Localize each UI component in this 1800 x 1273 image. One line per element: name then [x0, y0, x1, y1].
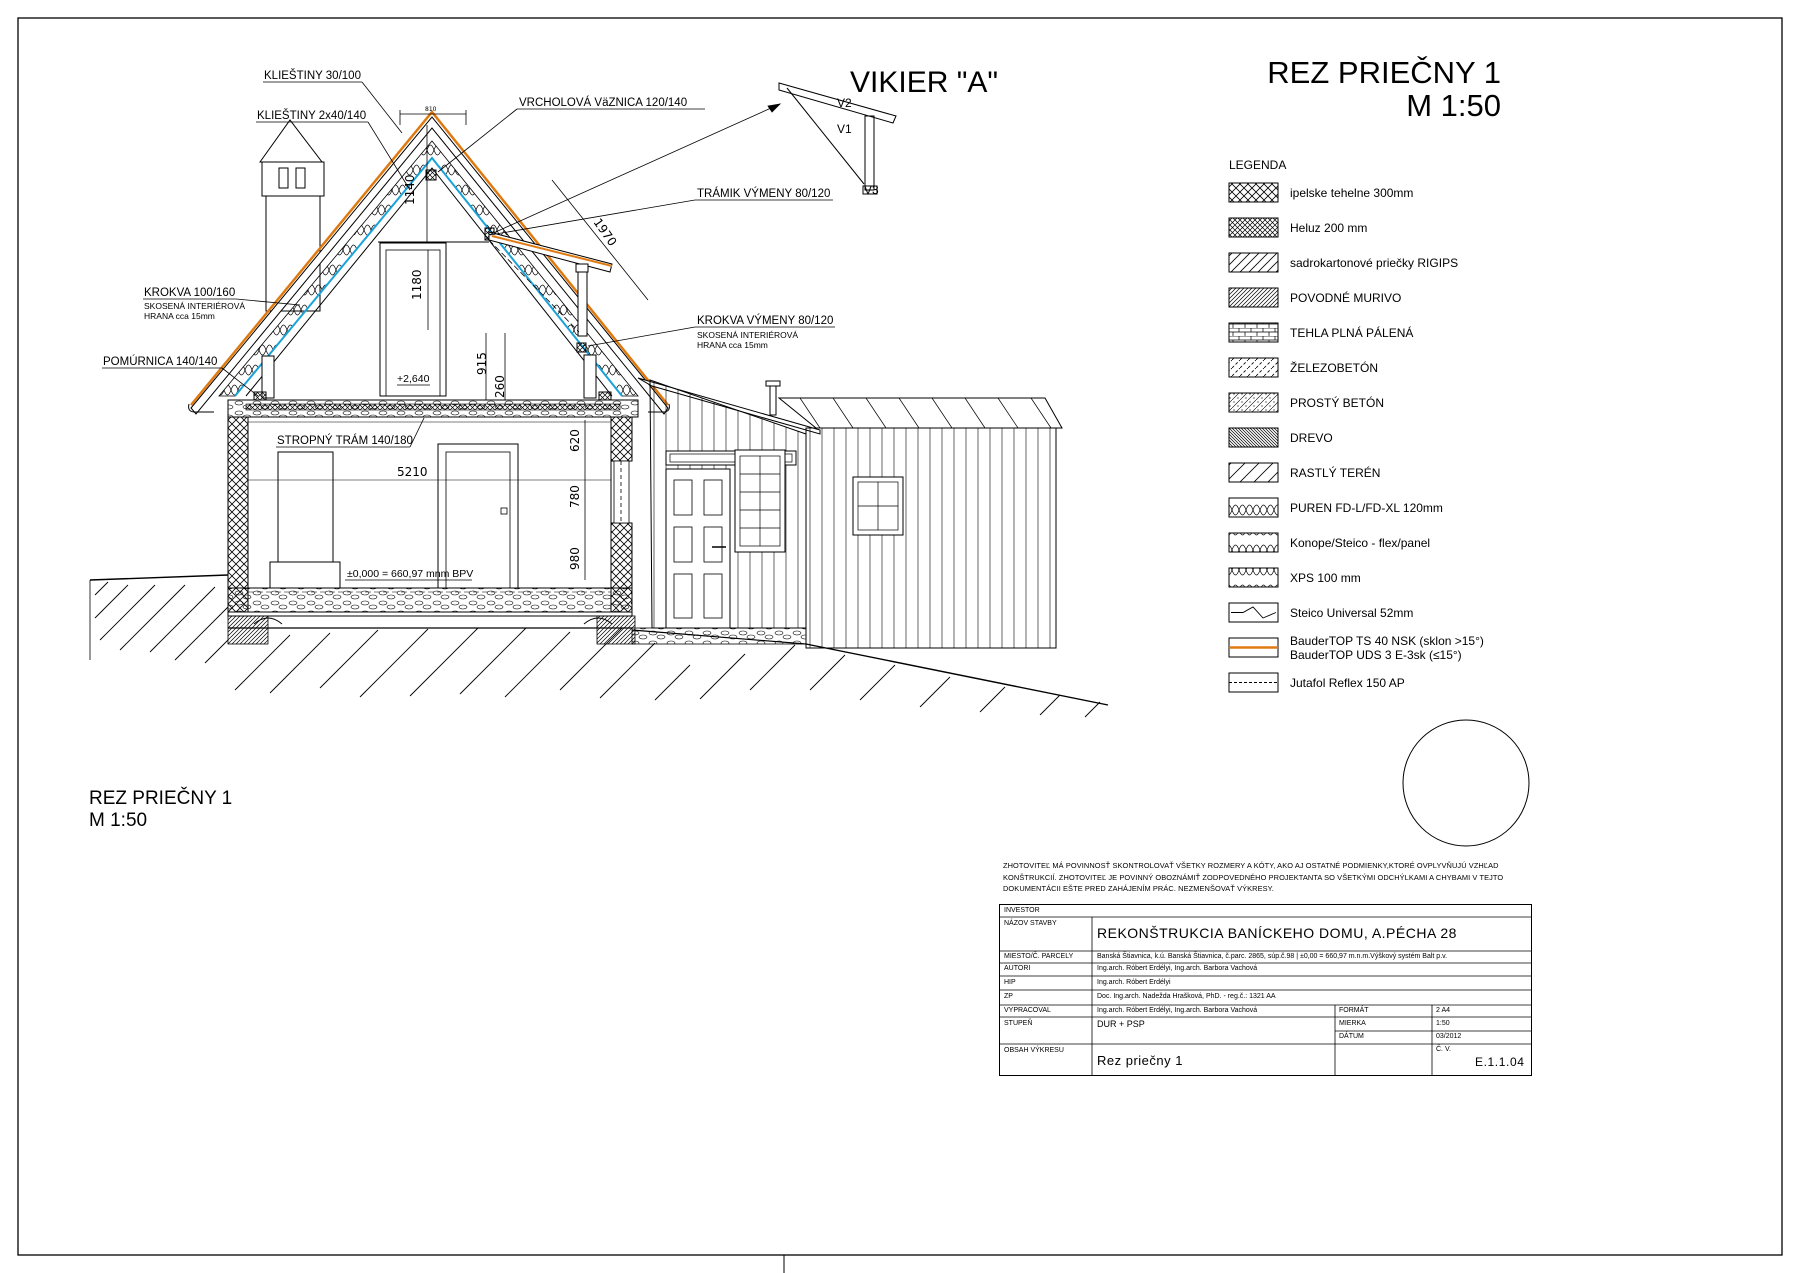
legend-swatch — [1229, 463, 1278, 482]
legend-label-2: BauderTOP UDS 3 E-3sk (≤15°) — [1290, 648, 1462, 662]
tb-obsah-label: OBSAH VÝKRESU — [1004, 1047, 1064, 1054]
legend-item-7 — [1229, 393, 1384, 412]
legend-swatch — [1229, 533, 1278, 552]
tb-mierka-label: MIERKA — [1339, 1020, 1366, 1027]
dim-810: 810 — [425, 106, 437, 113]
label-stropny-tram: STROPNÝ TRÁM 140/180 — [277, 435, 413, 447]
tb-nazov-label: NÁZOV STAVBY — [1004, 920, 1057, 927]
legend-label: Jutafol Reflex 150 AP — [1290, 676, 1405, 690]
detail-label-v2: V2 — [837, 96, 852, 110]
drawing-title: REZ PRIEČNY 1 — [1267, 55, 1501, 90]
legend-item-11 — [1229, 533, 1430, 552]
tb-datum-value: 03/2012 — [1436, 1033, 1462, 1040]
legend-item-12 — [1229, 568, 1361, 587]
legend-label: DREVO — [1290, 431, 1333, 445]
tb-format-value: 2 A4 — [1436, 1007, 1451, 1014]
legend-swatch — [1229, 323, 1278, 342]
legend-item-15 — [1229, 673, 1405, 692]
caption-scale: M 1:50 — [89, 810, 148, 831]
label-krokva-vymeny-sub1: SKOSENÁ INTERIÉROVÁ — [697, 330, 799, 340]
legend-item-9 — [1229, 463, 1380, 482]
legend-label: XPS 100 mm — [1290, 571, 1361, 585]
tb-hip-label: HIP — [1004, 979, 1016, 986]
dormer-detail — [779, 66, 998, 197]
legend-label: Konope/Steico - flex/panel — [1290, 536, 1431, 550]
tb-autori-label: AUTORI — [1004, 965, 1031, 972]
legend-swatch — [1229, 253, 1278, 272]
legend-swatch — [1229, 183, 1278, 202]
legend-title: LEGENDA — [1229, 158, 1287, 172]
legend-label: BauderTOP TS 40 NSK (sklon >15°) — [1290, 634, 1484, 648]
tb-nazov-value: REKONŠTRUKCIA BANÍCKEHO DOMU, A.PÉCHA 28 — [1097, 925, 1457, 941]
north-circle — [1403, 720, 1529, 846]
roof-section — [189, 112, 670, 414]
legend-label: ipelske tehelne 300mm — [1290, 186, 1414, 200]
legend-swatch — [1229, 358, 1278, 377]
legend-item-4 — [1229, 288, 1401, 307]
tb-stupen-label: STUPEŇ — [1004, 1020, 1033, 1027]
legend-item-1 — [1229, 183, 1413, 202]
legend-swatch — [1229, 498, 1278, 517]
tb-mierka-value: 1:50 — [1436, 1020, 1450, 1027]
label-krokva-sub2: HRANA cca 15mm — [144, 311, 215, 321]
dim-260: 260 — [493, 375, 507, 398]
tb-zp-value: Doc. Ing.arch. Nadežda Hrašková, PhD. - reg.č.: 1321 AA — [1097, 993, 1276, 1000]
tb-vypracoval-value: Ing.arch. Róbert Erdélyi, Ing.arch. Barbora Vachová — [1097, 1007, 1258, 1014]
label-tramik-vymeny: TRÁMIK VÝMENY 80/120 — [697, 188, 831, 200]
label-vrcholova-vaznica: VRCHOLOVÁ VäZNICA 120/140 — [519, 97, 688, 109]
legend-item-3 — [1229, 253, 1458, 272]
legend-item-8 — [1229, 428, 1333, 447]
drawing-scale: M 1:50 — [1406, 88, 1501, 123]
legend-label: Steico Universal 52mm — [1290, 606, 1414, 620]
tb-stupen-value: DUR + PSP — [1097, 1019, 1145, 1029]
detail-label-v1: V1 — [837, 122, 852, 136]
dim-980: 980 — [568, 547, 582, 570]
level-zero: ±0,000 = 660,97 mnm BPV — [347, 568, 474, 580]
dim-620: 620 — [568, 429, 582, 452]
legend-label: ŽELEZOBETÓN — [1290, 361, 1379, 375]
annex — [632, 378, 1062, 648]
legend-label: PROSTÝ BETÓN — [1290, 396, 1385, 410]
contractor-notice: ZHOTOVITEĽ MÁ POVINNOSŤ SKONTROLOVAŤ VŠETKY ROZMERY A KÓTY, AKO AJ OSTATNÉ PODMIENKY,KTORÉ OVPLYVŇUJÚ VZHĽAD KONŠTRUKCIÍ. ZHOTOVITEĽ JE POVINNÝ OBOZNÁMIŤ ZODPOVEDNÉHO PROJEKTANTA SO VŠETKÝMI ODCHÝLKAMI A CHYBAMI V TEJTO DOKUMENTÁCII EŠTE PRED ZAHÁJENÍM PRÁC. NEZMENŠOVAŤ VÝKRESY. — [1003, 861, 1504, 893]
label-kliestiny-2x40-140: KLIEŠTINY 2x40/140 — [257, 110, 367, 122]
legend-swatch — [1229, 428, 1278, 447]
legend-item-2 — [1229, 218, 1367, 237]
legend-item-10 — [1229, 498, 1443, 517]
tb-miesto-label: MIESTO/Č. PARCELY — [1004, 953, 1074, 960]
label-pomurnica: POMÚRNICA 140/140 — [103, 356, 218, 368]
label-krokva: KROKVA 100/160 — [144, 287, 236, 299]
legend-swatch — [1229, 288, 1278, 307]
legend-swatch — [1229, 568, 1278, 587]
dim-1140: 1140 — [403, 174, 417, 205]
dim-1180: 1180 — [410, 269, 424, 300]
caption-title: REZ PRIEČNY 1 — [89, 788, 233, 809]
legend-item-5 — [1229, 323, 1413, 342]
tb-obsah-value: Rez priečny 1 — [1097, 1053, 1183, 1068]
dim-1970: 1970 — [590, 215, 620, 249]
tb-zp-label: ZP — [1004, 993, 1013, 1000]
level-upper: +2,640 — [397, 373, 430, 385]
dormer-detail-title: VIKIER "A" — [850, 66, 999, 99]
label-krokva-vymeny-sub2: HRANA cca 15mm — [697, 340, 768, 350]
dim-780: 780 — [568, 485, 582, 508]
tb-miesto-value: Banská Štiavnica, k.ú. Banská Štiavnica, č.parc. 2865, súp.č.98 | ±0,00 = 660,97 m.n.m.Výškový systém Balt p.v. — [1097, 953, 1448, 960]
tb-format-label: FORMÁT — [1339, 1007, 1369, 1014]
title-block — [999, 904, 1532, 1076]
legend-label: RASTLÝ TERÉN — [1290, 466, 1381, 480]
tb-cv-value: E.1.1.04 — [1475, 1055, 1525, 1069]
tb-datum-label: DÁTUM — [1339, 1033, 1364, 1040]
tb-investor-label: INVESTOR — [1004, 907, 1040, 914]
tb-vypracoval-label: VYPRACOVAL — [1004, 1007, 1051, 1014]
legend-label: TEHLA PLNÁ PÁLENÁ — [1290, 326, 1414, 340]
label-krokva-sub1: SKOSENÁ INTERIÉROVÁ — [144, 301, 246, 311]
legend-item-6 — [1229, 358, 1378, 377]
legend-item-14 — [1229, 634, 1484, 662]
legend-swatch — [1229, 393, 1278, 412]
detail-label-v3: V3 — [864, 183, 879, 197]
dim-5210: 5210 — [397, 465, 428, 479]
legend-label: PUREN FD-L/FD-XL 120mm — [1290, 501, 1443, 515]
label-krokva-vymeny: KROKVA VÝMENY 80/120 — [697, 315, 834, 327]
tb-hip-value: Ing.arch. Róbert Erdélyi — [1097, 979, 1171, 986]
label-kliestiny-30-100: KLIEŠTINY 30/100 — [264, 70, 361, 82]
tb-autori-value: Ing.arch. Róbert Erdélyi, Ing.arch. Barbora Vachová — [1097, 965, 1258, 972]
legend — [1229, 158, 1484, 692]
tb-cv-label: Č. V. — [1436, 1046, 1451, 1053]
legend-label: Heluz 200 mm — [1290, 221, 1368, 235]
legend-label: POVODNÉ MURIVO — [1290, 291, 1402, 305]
dim-915: 915 — [475, 352, 489, 375]
legend-label: sadrokartonové priečky RIGIPS — [1290, 256, 1459, 270]
legend-item-13 — [1229, 603, 1413, 622]
legend-swatch — [1229, 218, 1278, 237]
